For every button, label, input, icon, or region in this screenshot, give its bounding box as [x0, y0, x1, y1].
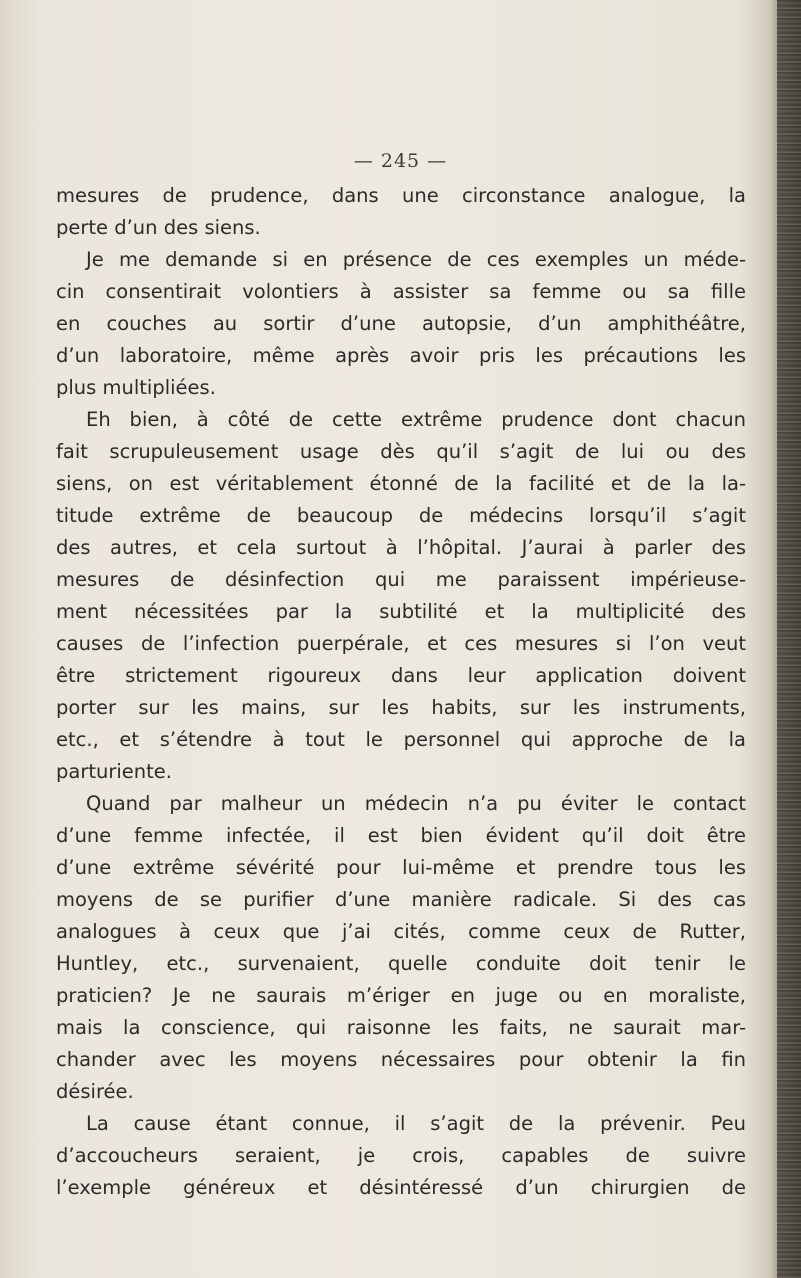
text-line: parturiente.: [56, 760, 172, 783]
text-line: cin consentirait volontiers à assister sa femme ou sa fille: [56, 280, 746, 303]
text-line: être strictement rigoureux dans leur application doivent: [56, 664, 746, 687]
page-number: — 245 —: [353, 150, 448, 172]
book-binding-edge: [777, 0, 801, 1278]
text-line: d’accoucheurs seraient, je crois, capables de suivre: [56, 1144, 746, 1167]
text-line: ment nécessitées par la subtilité et la multiplicité des: [56, 600, 746, 623]
text-line: titude extrême de beaucoup de médecins lorsqu’il s’agit: [56, 504, 746, 527]
text-line: Eh bien, à côté de cette extrême prudence dont chacun: [86, 408, 746, 431]
text-line: Je me demande si en présence de ces exemples un méde-: [86, 248, 746, 271]
text-line: siens, on est véritablement étonné de la facilité et de la la-: [56, 472, 746, 495]
text-line: analogues à ceux que j’ai cités, comme ceux de Rutter,: [56, 920, 746, 943]
body-text: [56, 180, 746, 1204]
text-line: porter sur les mains, sur les habits, sur les instruments,: [56, 696, 746, 719]
text-line: moyens de se purifier d’une manière radicale. Si des cas: [56, 888, 746, 911]
text-line: en couches au sortir d’une autopsie, d’un amphithéâtre,: [56, 312, 746, 335]
text-line: perte d’un des siens.: [56, 216, 261, 239]
text-line: désirée.: [56, 1080, 134, 1103]
text-line: d’une femme infectée, il est bien évident qu’il doit être: [56, 824, 746, 847]
text-line: des autres, et cela surtout à l’hôpital. J’aurai à parler des: [56, 536, 746, 559]
text-line: Quand par malheur un médecin n’a pu éviter le contact: [86, 792, 746, 815]
text-line: causes de l’infection puerpérale, et ces mesures si l’on veut: [56, 632, 746, 655]
text-line: mais la conscience, qui raisonne les faits, ne saurait mar-: [56, 1016, 746, 1039]
text-line: d’une extrême sévérité pour lui-même et prendre tous les: [56, 856, 746, 879]
text-line: plus multipliées.: [56, 376, 216, 399]
text-line: Huntley, etc., survenaient, quelle conduite doit tenir le: [56, 952, 746, 975]
text-line: fait scrupuleusement usage dès qu’il s’agit de lui ou des: [56, 440, 746, 463]
text-line: d’un laboratoire, même après avoir pris les précautions les: [56, 344, 746, 367]
text-line: mesures de prudence, dans une circonstance analogue, la: [56, 184, 746, 207]
text-line: mesures de désinfection qui me paraissent impérieuse-: [56, 568, 746, 591]
text-line: praticien? Je ne saurais m’ériger en juge ou en moraliste,: [56, 984, 746, 1007]
text-line: l’exemple généreux et désintéressé d’un chirurgien de: [56, 1176, 746, 1199]
text-line: etc., et s’étendre à tout le personnel qui approche de la: [56, 728, 746, 751]
text-line: La cause étant connue, il s’agit de la prévenir. Peu: [86, 1112, 746, 1135]
text-line: chander avec les moyens nécessaires pour obtenir la fin: [56, 1048, 746, 1071]
